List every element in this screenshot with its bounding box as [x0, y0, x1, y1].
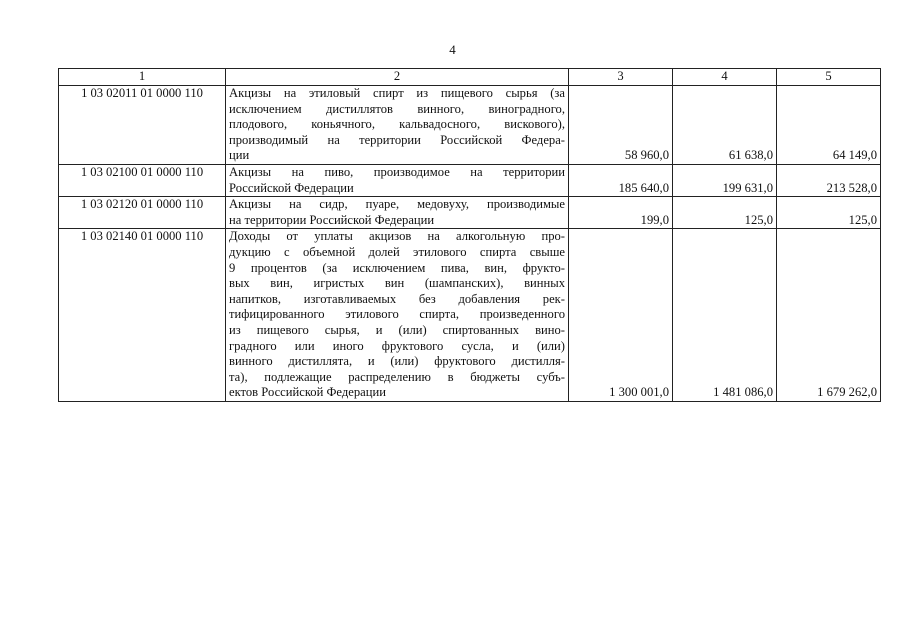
budget-code: 1 03 02140 01 0000 110	[59, 229, 226, 402]
row-description	[226, 164, 569, 196]
budget-code: 1 03 02120 01 0000 110	[59, 197, 226, 229]
budget-code: 1 03 02100 01 0000 110	[59, 164, 226, 196]
description-line: та), подлежащие распределению в бюджеты субъ-	[229, 369, 565, 384]
column-header-3: 3	[569, 69, 673, 86]
description-line: Акцизы на сидр, пуаре, медовуху, производимые	[229, 197, 565, 212]
value-col4: 61 638,0	[673, 86, 777, 165]
column-header-1: 1	[59, 69, 226, 86]
description-line: плодового, коньячного, кальвадосного, вискового),	[229, 117, 565, 132]
column-header-5: 5	[777, 69, 881, 86]
value-col5: 213 528,0	[777, 164, 881, 196]
description-line: Акцизы на этиловый спирт из пищевого сырья (за	[229, 86, 565, 100]
page-number: 4	[449, 42, 456, 57]
column-header-2: 2	[226, 69, 569, 86]
column-header-4: 4	[673, 69, 777, 86]
table-row	[59, 164, 881, 196]
budget-code: 1 03 02011 01 0000 110	[59, 86, 226, 165]
description-line: производимый на территории Российской Федера-	[229, 132, 565, 147]
description-line: Доходы от уплаты акцизов на алкогольную про-	[229, 229, 565, 244]
description-line: на территории Российской Федерации	[229, 212, 435, 227]
description-line: ектов Российской Федерации	[229, 385, 386, 400]
description-line: ции	[229, 148, 250, 163]
table-row	[59, 86, 881, 165]
value-col4: 1 481 086,0	[673, 229, 777, 402]
value-col4: 199 631,0	[673, 164, 777, 196]
description-line: 9 процентов (за исключением пива, вин, фрукто-	[229, 260, 565, 275]
row-description	[226, 86, 569, 165]
value-col5: 1 679 262,0	[777, 229, 881, 402]
description-line: напитков, изготавливаемых без добавления рек-	[229, 291, 565, 306]
description-line: Акцизы на пиво, производимое на территории	[229, 164, 565, 179]
description-line: дукцию с объемной долей этилового спирта свыше	[229, 244, 565, 259]
value-col3: 58 960,0	[569, 86, 673, 165]
value-col3: 1 300 001,0	[569, 229, 673, 402]
description-line: винного дистиллята, и (или) фруктового дистилля-	[229, 354, 565, 369]
value-col4: 125,0	[673, 197, 777, 229]
value-col3: 199,0	[569, 197, 673, 229]
description-line: исключением дистиллятов винного, виноградного,	[229, 101, 565, 116]
table-row	[59, 197, 881, 229]
value-col3: 185 640,0	[569, 164, 673, 196]
description-line: из пищевого сырья, и (или) спиртованных вино-	[229, 322, 565, 337]
table-row	[59, 229, 881, 402]
value-col5: 125,0	[777, 197, 881, 229]
row-description	[226, 197, 569, 229]
description-line: Российской Федерации	[229, 180, 354, 195]
budget-table	[58, 68, 881, 402]
description-line: вых вин, игристых вин (шампанских), винных	[229, 276, 565, 291]
description-line: тифицированного этилового спирта, произведенного	[229, 307, 565, 322]
value-col5: 64 149,0	[777, 86, 881, 165]
table-header-row	[59, 69, 881, 86]
row-description	[226, 229, 569, 402]
description-line: градного или иного фруктового сусла, и (или)	[229, 338, 565, 353]
